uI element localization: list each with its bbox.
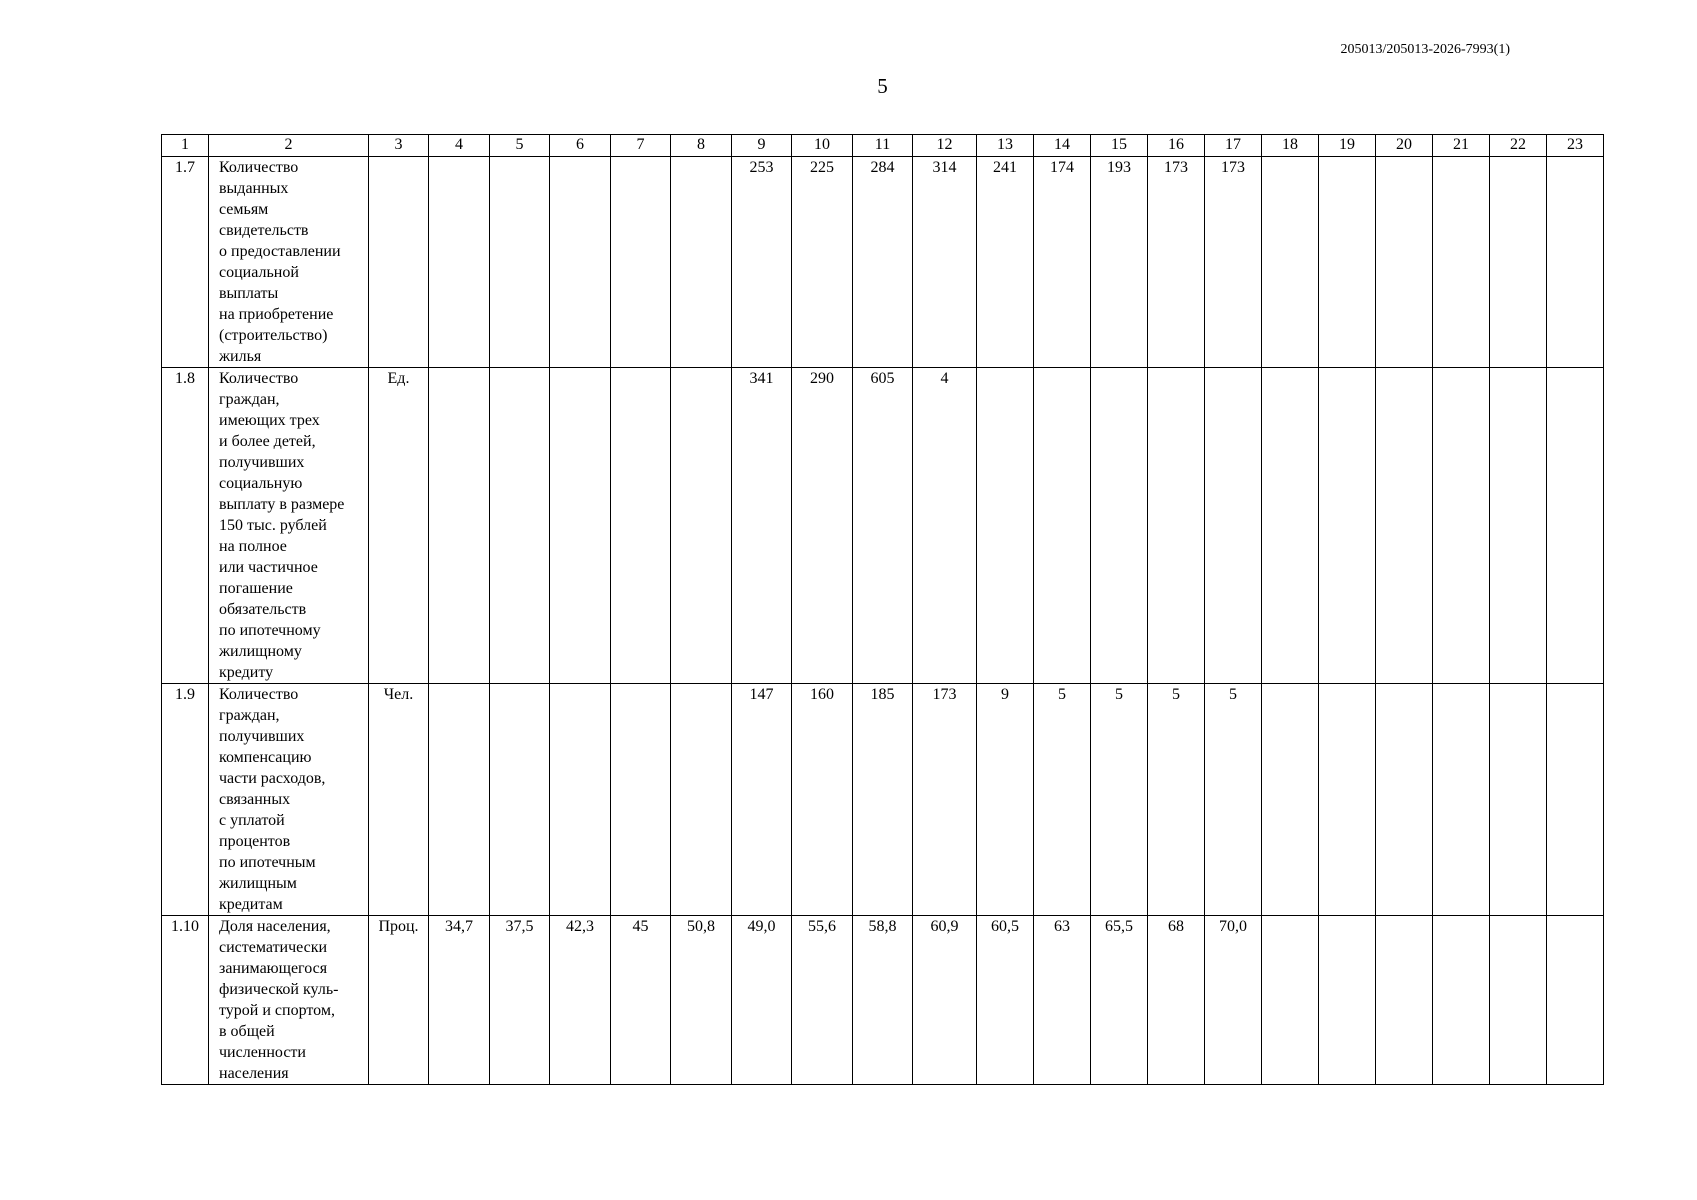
value-cell-col-19 <box>1319 684 1376 916</box>
value-cell-col-5: 37,5 <box>490 916 550 1085</box>
value-cell-col-16: 68 <box>1148 916 1205 1085</box>
indicator-description-cell: Доля населения, систематически занимающегося физической куль- турой и спортом, в общей численности населения <box>209 916 369 1085</box>
value-cell-col-15: 65,5 <box>1091 916 1148 1085</box>
column-number-3: 3 <box>369 135 429 157</box>
value-cell-col-18 <box>1262 368 1319 684</box>
column-number-20: 20 <box>1376 135 1433 157</box>
value-cell-col-6 <box>550 684 611 916</box>
value-cell-col-19 <box>1319 368 1376 684</box>
value-cell-col-17: 5 <box>1205 684 1262 916</box>
column-number-16: 16 <box>1148 135 1205 157</box>
column-number-18: 18 <box>1262 135 1319 157</box>
value-cell-col-19 <box>1319 157 1376 368</box>
value-cell-col-13: 60,5 <box>977 916 1034 1085</box>
value-cell-col-6: 42,3 <box>550 916 611 1085</box>
value-cell-col-12: 4 <box>913 368 977 684</box>
column-numbers-row <box>162 135 1604 157</box>
column-number-8: 8 <box>671 135 732 157</box>
value-cell-col-17: 173 <box>1205 157 1262 368</box>
value-cell-col-12: 314 <box>913 157 977 368</box>
value-cell-col-19 <box>1319 916 1376 1085</box>
value-cell-col-7: 45 <box>611 916 671 1085</box>
value-cell-col-23 <box>1547 157 1604 368</box>
unit-cell: Чел. <box>369 684 429 916</box>
column-number-1: 1 <box>162 135 209 157</box>
unit-cell <box>369 157 429 368</box>
value-cell-col-17 <box>1205 368 1262 684</box>
value-cell-col-7 <box>611 157 671 368</box>
value-cell-col-21 <box>1433 916 1490 1085</box>
value-cell-col-22 <box>1490 368 1547 684</box>
value-cell-col-18 <box>1262 157 1319 368</box>
value-cell-col-15: 5 <box>1091 684 1148 916</box>
value-cell-col-20 <box>1376 368 1433 684</box>
column-number-5: 5 <box>490 135 550 157</box>
page-number: 5 <box>877 74 888 98</box>
value-cell-col-12: 173 <box>913 684 977 916</box>
value-cell-col-20 <box>1376 916 1433 1085</box>
table-row <box>162 916 1604 1085</box>
value-cell-col-10: 290 <box>792 368 853 684</box>
value-cell-col-16: 173 <box>1148 157 1205 368</box>
column-number-15: 15 <box>1091 135 1148 157</box>
value-cell-col-22 <box>1490 684 1547 916</box>
value-cell-col-4: 34,7 <box>429 916 490 1085</box>
value-cell-col-10: 160 <box>792 684 853 916</box>
value-cell-col-23 <box>1547 916 1604 1085</box>
table-row <box>162 368 1604 684</box>
value-cell-col-7 <box>611 368 671 684</box>
value-cell-col-13: 9 <box>977 684 1034 916</box>
column-number-14: 14 <box>1034 135 1091 157</box>
value-cell-col-8: 50,8 <box>671 916 732 1085</box>
value-cell-col-7 <box>611 684 671 916</box>
table-row <box>162 157 1604 368</box>
column-number-2: 2 <box>209 135 369 157</box>
value-cell-col-4 <box>429 684 490 916</box>
value-cell-col-11: 185 <box>853 684 913 916</box>
value-cell-col-14: 174 <box>1034 157 1091 368</box>
value-cell-col-8 <box>671 684 732 916</box>
value-cell-col-15 <box>1091 368 1148 684</box>
column-number-9: 9 <box>732 135 792 157</box>
document-id: 205013/205013-2026-7993(1) <box>1340 42 1510 57</box>
column-number-23: 23 <box>1547 135 1604 157</box>
value-cell-col-14 <box>1034 368 1091 684</box>
value-cell-col-4 <box>429 157 490 368</box>
value-cell-col-9: 253 <box>732 157 792 368</box>
value-cell-col-11: 605 <box>853 368 913 684</box>
column-number-19: 19 <box>1319 135 1376 157</box>
value-cell-col-11: 58,8 <box>853 916 913 1085</box>
value-cell-col-8 <box>671 157 732 368</box>
column-number-6: 6 <box>550 135 611 157</box>
value-cell-col-13 <box>977 368 1034 684</box>
column-number-4: 4 <box>429 135 490 157</box>
value-cell-col-10: 55,6 <box>792 916 853 1085</box>
value-cell-col-5 <box>490 684 550 916</box>
row-number-cell: 1.10 <box>162 916 209 1085</box>
value-cell-col-12: 60,9 <box>913 916 977 1085</box>
value-cell-col-21 <box>1433 684 1490 916</box>
column-number-7: 7 <box>611 135 671 157</box>
column-number-12: 12 <box>913 135 977 157</box>
value-cell-col-16: 5 <box>1148 684 1205 916</box>
value-cell-col-10: 225 <box>792 157 853 368</box>
value-cell-col-6 <box>550 368 611 684</box>
indicator-description-cell: Количество выданных семьям свидетельств о предоставлении социальной выплаты на приобретение (строительство) жилья <box>209 157 369 368</box>
column-number-11: 11 <box>853 135 913 157</box>
unit-cell: Ед. <box>369 368 429 684</box>
column-number-10: 10 <box>792 135 853 157</box>
column-number-13: 13 <box>977 135 1034 157</box>
column-number-21: 21 <box>1433 135 1490 157</box>
value-cell-col-23 <box>1547 684 1604 916</box>
indicator-description-cell: Количество граждан, имеющих трех и более детей, получивших социальную выплату в размере 150 тыс. рублей на полное или частичное погашение обязательств по ипотечному жилищному кредиту <box>209 368 369 684</box>
value-cell-col-13: 241 <box>977 157 1034 368</box>
column-number-17: 17 <box>1205 135 1262 157</box>
row-number-cell: 1.9 <box>162 684 209 916</box>
value-cell-col-14: 5 <box>1034 684 1091 916</box>
value-cell-col-9: 147 <box>732 684 792 916</box>
value-cell-col-8 <box>671 368 732 684</box>
row-number-cell: 1.7 <box>162 157 209 368</box>
unit-cell: Проц. <box>369 916 429 1085</box>
indicators-table <box>161 134 1604 1085</box>
value-cell-col-5 <box>490 157 550 368</box>
indicator-description-cell: Количество граждан, получивших компенсацию части расходов, связанных с уплатой процентов по ипотечным жилищным кредитам <box>209 684 369 916</box>
value-cell-col-11: 284 <box>853 157 913 368</box>
value-cell-col-23 <box>1547 368 1604 684</box>
value-cell-col-22 <box>1490 916 1547 1085</box>
value-cell-col-15: 193 <box>1091 157 1148 368</box>
value-cell-col-17: 70,0 <box>1205 916 1262 1085</box>
row-number-cell: 1.8 <box>162 368 209 684</box>
value-cell-col-21 <box>1433 368 1490 684</box>
column-number-22: 22 <box>1490 135 1547 157</box>
value-cell-col-9: 49,0 <box>732 916 792 1085</box>
value-cell-col-6 <box>550 157 611 368</box>
value-cell-col-21 <box>1433 157 1490 368</box>
value-cell-col-5 <box>490 368 550 684</box>
value-cell-col-18 <box>1262 684 1319 916</box>
value-cell-col-20 <box>1376 684 1433 916</box>
value-cell-col-22 <box>1490 157 1547 368</box>
value-cell-col-9: 341 <box>732 368 792 684</box>
value-cell-col-16 <box>1148 368 1205 684</box>
table-row <box>162 684 1604 916</box>
value-cell-col-20 <box>1376 157 1433 368</box>
value-cell-col-18 <box>1262 916 1319 1085</box>
value-cell-col-14: 63 <box>1034 916 1091 1085</box>
value-cell-col-4 <box>429 368 490 684</box>
